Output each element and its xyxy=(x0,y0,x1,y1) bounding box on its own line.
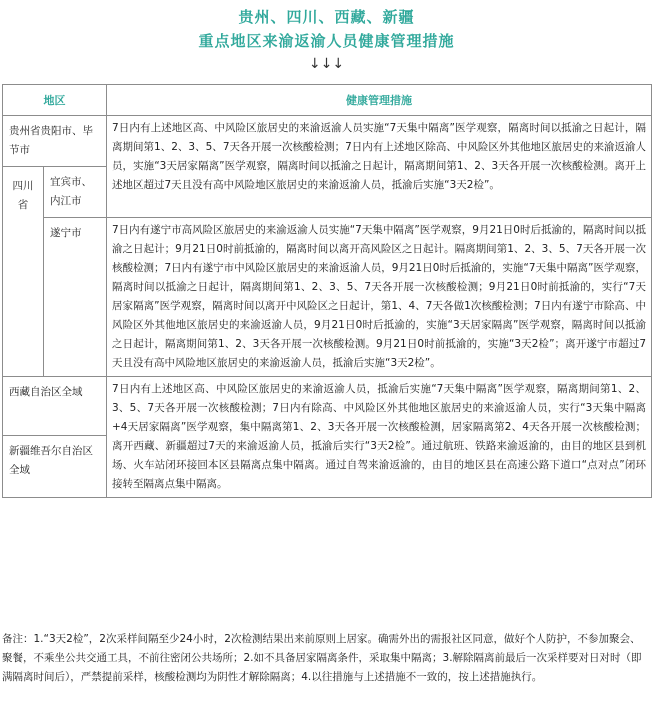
region-sichuan: 四川省 xyxy=(3,167,44,377)
region-yibin-neijiang: 宜宾市、内江市 xyxy=(44,167,107,218)
down-arrows: ↓↓↓ xyxy=(308,56,345,72)
table-row xyxy=(3,218,652,377)
region-xizang: 西藏自治区全域 xyxy=(3,377,107,436)
measures-table xyxy=(2,84,652,498)
measure-xizang-xinjiang: 7日内有上述地区高、中风险区旅居史的来渝返渝人员，抵渝后实施“7天集中隔离”医学观察，隔离期间第1、2、3、5、7天各开展一次核酸检测；7日内有除高、中风险区外其他地区旅居史的来渝返渝人员，实行“3天集中隔离+4天居家隔离”医学观察，集中隔离第1、2、3天各开展一次核酸检测，居家隔离第2、4天各开展一次核酸检测；离开西藏、新疆超过7天的来渝返渝人员，抵渝后实行“3天2检”。通过航班、铁路来渝返渝的，由目的地区县到机场、火车站闭环接回本区县隔离点集中隔离。通过自驾来渝返渝的，由目的地区县在高速公路下道口“点对点”闭环接转至隔离点集中隔离。 xyxy=(107,377,652,498)
header-measures: 健康管理措施 xyxy=(107,85,652,116)
table-header-row xyxy=(3,85,652,116)
region-xinjiang: 新疆维吾尔自治区全域 xyxy=(3,436,107,498)
title-line-2: 重点地区来渝返渝人员健康管理措施 xyxy=(198,32,455,50)
region-suining: 遂宁市 xyxy=(44,218,107,377)
title-line-1: 贵州、四川、西藏、新疆 xyxy=(238,8,415,26)
header-region: 地区 xyxy=(3,85,107,116)
table-row xyxy=(3,377,652,436)
measure-suining: 7日内有遂宁市高风险区旅居史的来渝返渝人员实施“7天集中隔离”医学观察，9月21日0时后抵渝的，隔离时间以抵渝之日起计；9月21日0时前抵渝的，隔离时间以离开高风险区之日起计。隔离期间第1、2、3、5、7天各开展一次核酸检测；7日内有遂宁市中风险区旅居史的来渝返渝人员，9月21日0时后抵渝的，实施“7天集中隔离”医学观察，隔离时间以抵渝之日起计，隔离期间第1、2、3、5、7天各开展一次核酸检测；9月21日0时前抵渝的，实行“7天居家隔离”医学观察，隔离时间以离开中风险区之日起计，第1、4、7天各做1次核酸检测；7日内有遂宁市除高、中风险区外其他地区旅居史的来渝返渝人员，9月21日0时后抵渝的，实施“3天居家隔离”医学观察，隔离时间以抵渝之日起计，隔离期间第1、2、3天各开展一次核酸检测。9月21日0时前抵渝的，实施“3天2检”；离开遂宁市超过7天且没有高中风险地区旅居史的来渝返渝人员，抵渝后实施“3天2检”。 xyxy=(107,218,652,377)
footnote: 备注：1.“3天2检”，2次采样间隔至少24小时，2次检测结果出来前原则上居家。确需外出的需报社区同意，做好个人防护，不参加聚会、聚餐，不乘坐公共交通工具，不前往密闭公共场所；2.如不具备居家隔离条件，采取集中隔离；3.解除隔离前最后一次采样要对日对时（即满隔离时间后），严禁提前采样，核酸检测均为阴性才解除隔离；4.以往措施与上述措施不一致的，按上述措施执行。 xyxy=(2,633,642,683)
table-row xyxy=(3,116,652,167)
measure-guizhou-yibin: 7日内有上述地区高、中风险区旅居史的来渝返渝人员实施“7天集中隔离”医学观察，隔离时间以抵渝之日起计，隔离期间第1、2、3、5、7天各开展一次核酸检测；7日内有上述地区除高、中风险区外其他地区旅居史的来渝返渝人员，实施“3天居家隔离”医学观察，隔离时间以抵渝之日起计，隔离期间第1、2、3天各开展一次核酸检测。离开上述地区超过7天且没有高中风险地区旅居史的来渝返渝人员，抵渝后实施“3天2检”。 xyxy=(107,116,652,218)
region-guizhou: 贵州省贵阳市、毕节市 xyxy=(3,116,107,167)
